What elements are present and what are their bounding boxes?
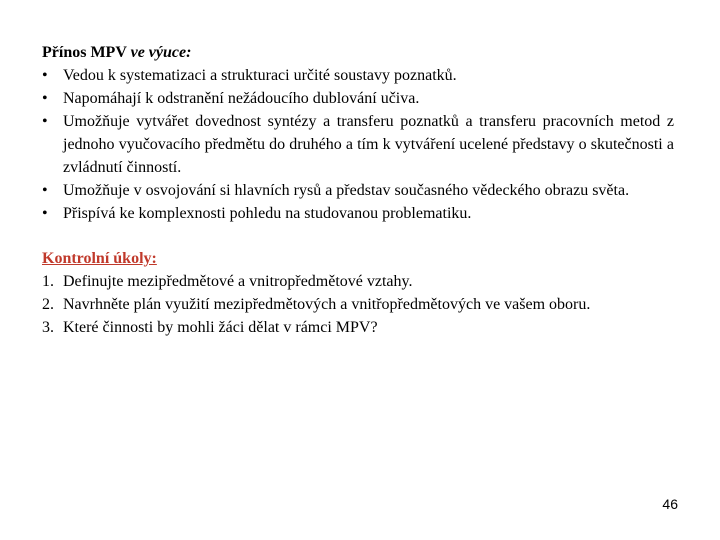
benefit-text: Napomáhají k odstranění nežádoucího dublování učiva. [63, 90, 420, 107]
benefits-list [42, 64, 674, 225]
benefits-heading [42, 41, 674, 64]
task-number: 2. [42, 296, 54, 313]
bullet-icon: • [42, 182, 48, 199]
bullet-icon: • [42, 113, 48, 130]
slide-content [42, 41, 674, 339]
benefit-text: Umožňuje vytvářet dovednost syntézy a transferu poznatků a transferu pracovních metod z jednoho vyučovacího předmětu do druhého a tím k vytváření ucelené představy o skutečnosti a zvládnutí činností. [63, 113, 674, 176]
tasks-list [42, 270, 674, 339]
task-number: 3. [42, 319, 54, 336]
task-item-1 [42, 270, 674, 293]
page-number: 46 [662, 496, 678, 512]
benefit-item-5 [42, 202, 674, 225]
benefit-item-1 [42, 64, 674, 87]
task-number: 1. [42, 273, 54, 290]
task-item-2 [42, 293, 674, 316]
bullet-icon: • [42, 90, 48, 107]
benefit-text: Vedou k systematizaci a strukturaci určité soustavy poznatků. [63, 67, 457, 84]
task-text: Definujte mezipředmětové a vnitropředmětové vztahy. [63, 273, 413, 290]
task-item-3 [42, 316, 674, 339]
benefit-item-2 [42, 87, 674, 110]
benefit-text: Přispívá ke komplexnosti pohledu na studovanou problematiku. [63, 205, 472, 222]
benefits-heading-main: Přínos MPV [42, 44, 131, 61]
tasks-heading: Kontrolní úkoly: [42, 250, 157, 267]
benefits-heading-italic: ve výuce: [130, 44, 192, 61]
task-text: Navrhněte plán využití mezipředmětových a vnitřopředmětových ve vašem oboru. [63, 296, 591, 313]
section-spacer [42, 225, 674, 247]
benefit-item-4 [42, 179, 674, 202]
benefit-item-3 [42, 110, 674, 179]
benefit-text: Umožňuje v osvojování si hlavních rysů a představ současného vědeckého obrazu světa. [63, 182, 630, 199]
bullet-icon: • [42, 205, 48, 222]
task-text: Které činnosti by mohli žáci dělat v rámci MPV? [63, 319, 378, 336]
bullet-icon: • [42, 67, 48, 84]
